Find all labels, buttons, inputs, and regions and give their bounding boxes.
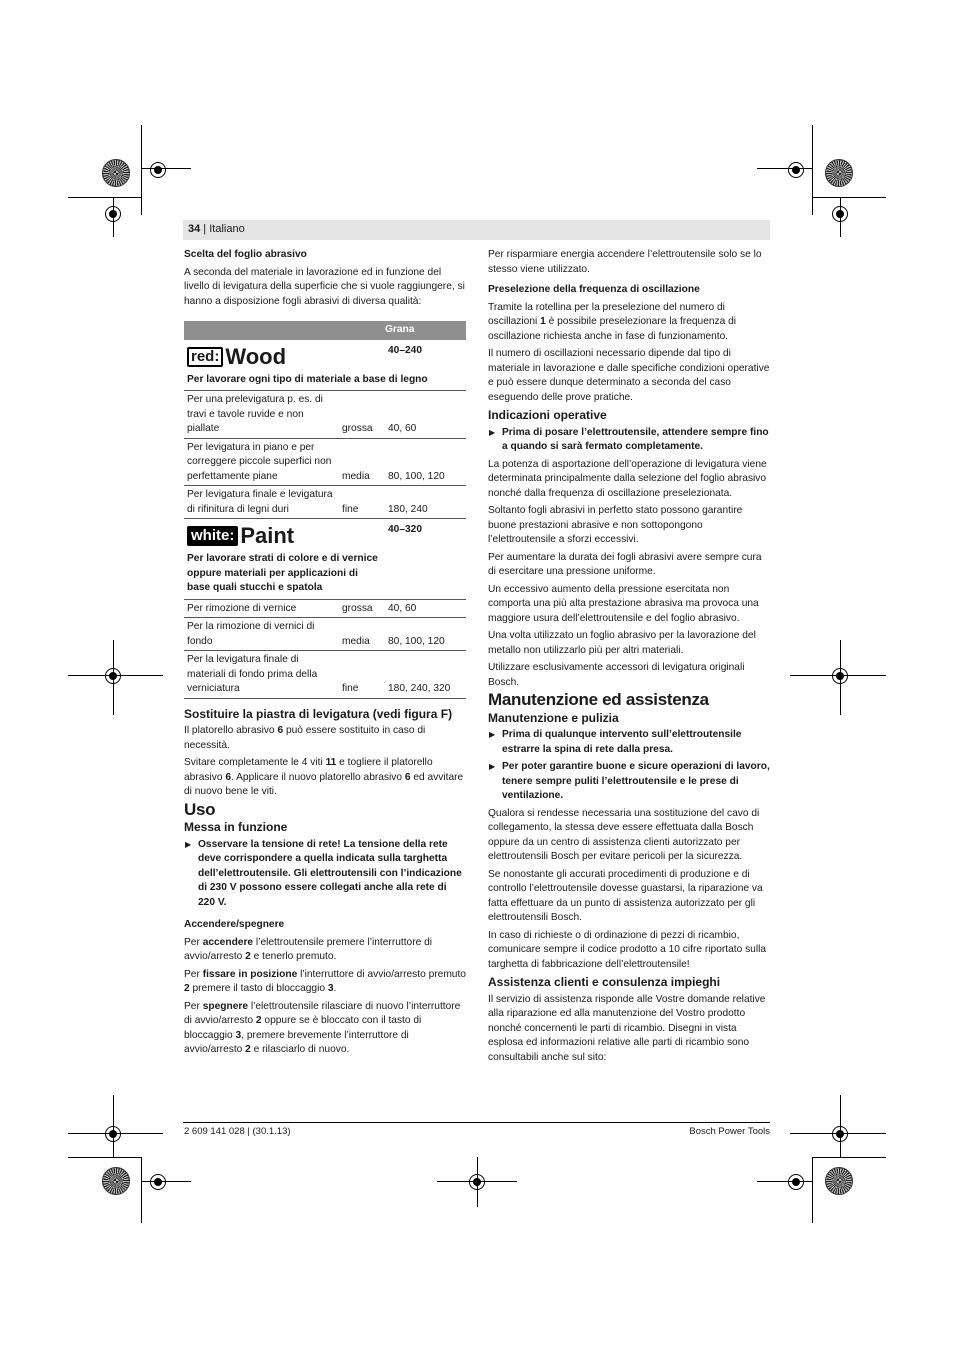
accendere-p1: Per accendere l’elettroutensile premere l’interruttore di avvio/arresto 2 e tenerlo premuto. (184, 936, 433, 962)
table-row: Per levigatura finale e levigatura di rifinitura di legni duri fine 180, 240 (184, 486, 466, 519)
paint-logo (187, 525, 294, 547)
indicazioni-title: Indicazioni operative (488, 408, 607, 422)
accendere-p2: Per fissare in posizione l’interruttore di avvio/arresto premuto 2 premere il tasto di bloccaggio 3. (184, 968, 466, 994)
sostituire-title: Sostituire la piastra di levigatura (vedi figura F) (184, 706, 453, 721)
table-row: Per rimozione di vernice grossa 40, 60 (184, 599, 466, 618)
wood-range: 40–240 (388, 344, 422, 356)
footer-right: Bosch Power Tools (689, 1126, 770, 1137)
table-row: Per levigatura in piano e per correggere piccole superfici non perfettamente piane media 80, 100, 120 (184, 438, 466, 486)
scelta-title: Scelta del foglio abrasivo (184, 249, 307, 260)
paint-logo-word: Paint (240, 523, 295, 548)
ind-p6: Utilizzare esclusivamente accessori di levigatura originali Bosch. (488, 662, 745, 688)
assist-p1: Il servizio di assistenza risponde alle Vostre domande relative alla riparazione ed alla manutenzione del Vostro prodotto nonché concernenti le parti di ricambio. Disegni in vista esplosa ed informazioni relative alle parti di ricambio sono consultabili anche sul sito: (488, 993, 766, 1063)
ind-p5: Una volta utilizzato un foglio abrasivo per la lavorazione del metallo non utilizzarlo più per altri materiali. (488, 630, 756, 656)
ind-p4: Un eccessivo aumento della pressione esercitata non comporta una più alta prestazione abrasiva ma provoca una maggiore usura dell’elettroutensile e del foglio abrasivo. (488, 583, 759, 624)
ind-p2: Soltanto fogli abrasivi in perfetto stato possono garantire buone prestazioni abrasive e non sottopongono l’elettroutensile a sforzi eccessivi. (488, 505, 743, 545)
table-row: Per la rimozione di vernici di fondo media 80, 100, 120 (184, 618, 466, 651)
manut-bullet-2: ▶ Per poter garantire buone e sicure operazioni di lavoro, tenere sempre puliti l’elettroutensile e le prese di ventilazione. (488, 760, 770, 804)
wood-logo-box: red: (187, 347, 223, 367)
abrasive-table (184, 321, 466, 699)
messa-bullet: ▶ Osservare la tensione di rete! La tensione della rete deve corrispondere a quella indicata sulla targhetta dell’elettroutensile. Gli elettroutensili con l’indicazione di 230 V possono essere collegati anche alla rete di 220 V. (184, 838, 466, 911)
scelta-text: A seconda del materiale in lavorazione ed in funzione del livello di levigatura della superficie che si vuole raggiungere, si hanno a disposizione fogli abrasivi di diversa qualità: (184, 266, 465, 307)
ind-p1: La potenza di asportazione dell’operazione di levigatura viene determinata principalmente dalla selezione del foglio abrasivo nonché dalla frequenza di oscillazione preselezionata. (488, 458, 767, 499)
messa-title: Messa in funzione (184, 820, 288, 834)
right-column (488, 248, 770, 1068)
left-column (184, 248, 466, 1061)
table-row: Per la levigatura finale di materiali di fondo prima della verniciatura fine 180, 240, 320 (184, 651, 466, 699)
manut-p2: Se nonostante gli accurati procedimenti di produzione e di controllo l’elettroutensile dovesse guastarsi, la riparazione va fatta effettuare da un punto di assistenza autorizzato per gli elettroutensili Bosch. (488, 868, 763, 923)
wood-logo (187, 343, 287, 369)
wood-logo-word: Wood (225, 343, 287, 369)
presel-p1: Tramite la rotellina per la preselezione del numero di oscillazioni 1 è possibile preselezionare la frequenza di oscillazione richiesta anche in fase di funzionamento. (488, 301, 737, 342)
table-row: Per una prelevigatura p. es. di travi e tavole ruvide e non piallate grossa 40, 60 (184, 391, 466, 439)
footer-left: 2 609 141 028 | (30.1.13) (184, 1126, 291, 1137)
sostituire-p1: Il platorello abrasivo 6 può essere sostituito in caso di necessità. (184, 725, 426, 751)
manutenzione-title: Manutenzione ed assistenza (488, 690, 709, 709)
language-label: Italiano (209, 223, 245, 235)
page-header: 34 | Italiano (188, 223, 245, 235)
assistenza-title: Assistenza clienti e consulenza impieghi (488, 975, 721, 989)
manut-bullet-1: ▶ Prima di qualunque intervento sull’elettroutensile estrarre la spina di rete dalla presa. (488, 728, 770, 757)
presel-title: Preselezione della frequenza di oscillazione (488, 284, 700, 295)
sostituire-p2: Svitare completamente le 4 viti 11 e togliere il platorello abrasivo 6. Applicare il nuovo platorello abrasivo 6 ed avvitare di nuovo bene le viti. (184, 757, 464, 797)
wood-description: Per lavorare ogni tipo di materiale a base di legno (187, 373, 428, 385)
manutenzione-pulizia-title: Manutenzione e pulizia (488, 710, 619, 725)
accendere-p3: Per spegnere l’elettroutensile rilasciare di nuovo l’interruttore di avvio/arresto 2 oppure se è bloccato con il tasto di bloccaggio 3, premere brevemente l’interruttore di avvio/arresto 2 e rilasciarlo di nuovo. (184, 1000, 461, 1055)
uso-title: Uso (184, 799, 216, 819)
ind-p3: Per aumentare la durata dei fogli abrasivi avere sempre cura di esercitare una pressione uniforme. (488, 551, 762, 577)
presel-p2: Il numero di oscillazioni necessario dipende dal tipo di materiale in lavorazione e dalle specifiche condizioni operative e può essere dunque determinato a seconda del caso eseguendo delle prove pratiche. (488, 348, 770, 403)
manut-p1: Qualora si rendesse necessaria una sostituzione del cavo di collegamento, la stessa deve essere effettuata dalla Bosch oppure da un centro di assistenza clienti autorizzato per elettroutensili Bosch per evitare pericoli per la sicurezza. (488, 807, 760, 862)
accendere-title: Accendere/spegnere (184, 919, 285, 930)
page-number: 34 (188, 223, 201, 235)
risparmio-text: Per risparmiare energia accendere l’elettroutensile solo se lo stesso viene utilizzato. (488, 249, 762, 275)
footer-rule (183, 1122, 770, 1123)
manut-p3: In caso di richieste o di ordinazione di pezzi di ricambio, comunicare sempre il codice prodotto a 10 cifre riportato sulla targhetta di fabbricazione dell’elettroutensile! (488, 929, 767, 970)
paint-description: Per lavorare strati di colore e di vernice oppure materiali per applicazioni di base quali stucchi e spatola (187, 553, 378, 593)
indicazioni-bullet: ▶ Prima di posare l’elettroutensile, attendere sempre fino a quando si sarà fermato completamente. (488, 426, 770, 455)
paint-range: 40–320 (385, 519, 466, 549)
paint-logo-box: white: (187, 526, 238, 546)
grana-header: Grana (385, 321, 466, 340)
page-header-bar (183, 220, 770, 240)
